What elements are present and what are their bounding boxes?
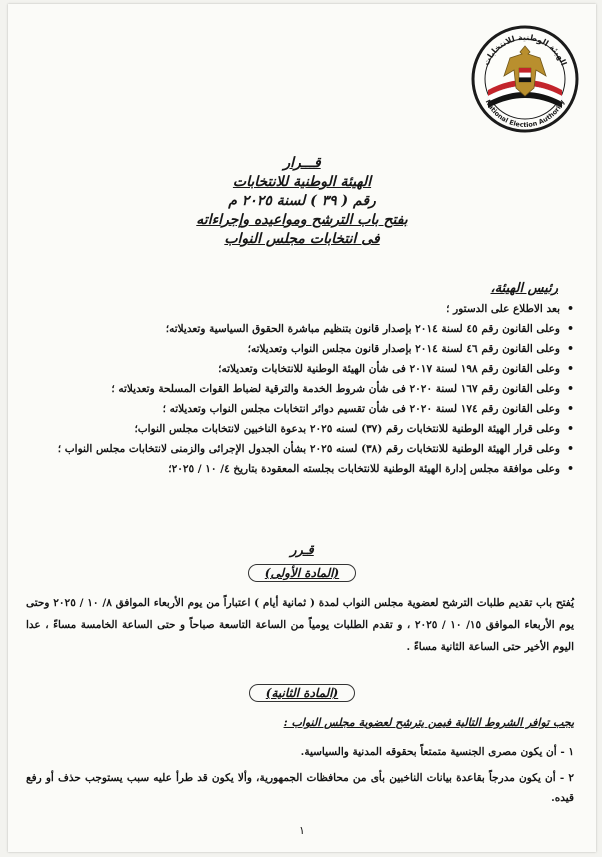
bullet-icon: • [566, 362, 574, 375]
article-1-title-label: (المادة الأولى) [248, 564, 356, 582]
list-item: • وعلى القانون رقم ١٧٤ لسنة ٢٠٢٠ فى شأن تقسيم دوائر انتخابات مجلس النواب وتعديلاته ؛ [162, 402, 574, 415]
bullet-icon: • [566, 322, 574, 335]
preamble-clauses-list [26, 302, 574, 482]
condition-2: ٢ - أن يكون مدرجاً بقاعدة بيانات الناخبين بأى من محافظات الجمهورية، وألا يكون قد طرأ عليه سبب يستوجب حذف أو رفع قيده. [26, 772, 574, 804]
article-2-title-label: (المادة الثانية) [249, 684, 355, 702]
title-line-council: فى انتخابات مجلس النواب [224, 231, 380, 247]
svg-text:National Election Authority: National Election Authority [483, 98, 567, 129]
national-election-authority-logo [470, 24, 580, 134]
article-1-text: يُفتح باب تقديم طلبات الترشح لعضوية مجلس النواب لمدة ( ثمانية أيام ) اعتباراً من يوم الأربعاء الموافق ٨/ ١٠ / ٢٠٢٥ وحتى يوم الأربعاء الموافق ١٥/ ١٠ / ٢٠٢٥ ، و تقدم الطلبات يومياً من الساعة التاسعة صباحاً و حتى الساعة الخامسة مساءً ، عدا اليوم الأخير حتى الساعة الثانية مساءً . [26, 597, 575, 653]
article-2-intro: يجب توافر الشروط التالية فيمن يترشح لعضوية مجلس النواب : [283, 716, 574, 729]
section-heading-president: رئيس الهيئة، [490, 281, 558, 296]
list-item: • وعلى القانون رقم ١٦٧ لسنة ٢٠٢٠ فى شأن شروط الخدمة والترقية لضباط القوات المسلحة وتعديلاته ؛ [111, 382, 574, 395]
bullet-icon: • [566, 462, 574, 475]
article-1-title [8, 562, 596, 582]
page-number: ١ [299, 824, 305, 837]
list-item: • وعلى القانون رقم ٤٦ لسنة ٢٠١٤ بإصدار قانون مجلس النواب وتعديلاته؛ [247, 342, 574, 355]
list-item: • وعلى القانون رقم ٤٥ لسنة ٢٠١٤ بإصدار قانون بتنظيم مباشرة الحقوق السياسية وتعديلاته؛ [165, 322, 574, 335]
title-line-number: رقم ( ٣٩ ) لسنة ٢٠٢٥ م [228, 193, 376, 209]
title-line-authority: الهيئة الوطنية للانتخابات [232, 174, 372, 190]
list-item: • بعد الاطلاع على الدستور ؛ [446, 302, 574, 315]
decided-heading: قـرر [290, 543, 314, 558]
bullet-icon: • [566, 442, 574, 455]
article-2-title [8, 682, 596, 702]
list-item: • وعلى قرار الهيئة الوطنية للانتخابات رقم (٣٨) لسنه ٢٠٢٥ بشأن الجدول الإجرائى والزمنى لانتخابات مجلس النواب ؛ [57, 442, 574, 455]
list-item: • وعلى القانون رقم ١٩٨ لسنة ٢٠١٧ فى شأن الهيئة الوطنية للانتخابات وتعديلاته؛ [218, 362, 574, 375]
svg-text:الهيئة الوطنية للانتخابات: الهيئة الوطنية للانتخابات [481, 32, 569, 67]
list-item: • وعلى موافقة مجلس إدارة الهيئة الوطنية للانتخابات بجلسته المعقودة بتاريخ ٤/ ١٠ / ٢٠٢٥؛ [168, 462, 574, 475]
list-item: • وعلى قرار الهيئة الوطنية للانتخابات رقم (٣٧) لسنه ٢٠٢٥ بدعوة الناخبين لانتخابات مجلس النواب؛ [134, 422, 574, 435]
bullet-icon: • [566, 382, 574, 395]
title-line-decree: قـــرار [283, 155, 321, 171]
bullet-icon: • [566, 302, 574, 315]
bullet-icon: • [566, 402, 574, 415]
document-page [8, 4, 596, 852]
bullet-icon: • [566, 342, 574, 355]
condition-1: ١ - أن يكون مصرى الجنسية متمتعاً بحقوقه المدنية والسياسية. [300, 746, 574, 758]
bullet-icon: • [566, 422, 574, 435]
title-line-subject: بفتح باب الترشح ومواعيده وإجراءاته [196, 212, 408, 228]
decree-title [8, 154, 596, 249]
